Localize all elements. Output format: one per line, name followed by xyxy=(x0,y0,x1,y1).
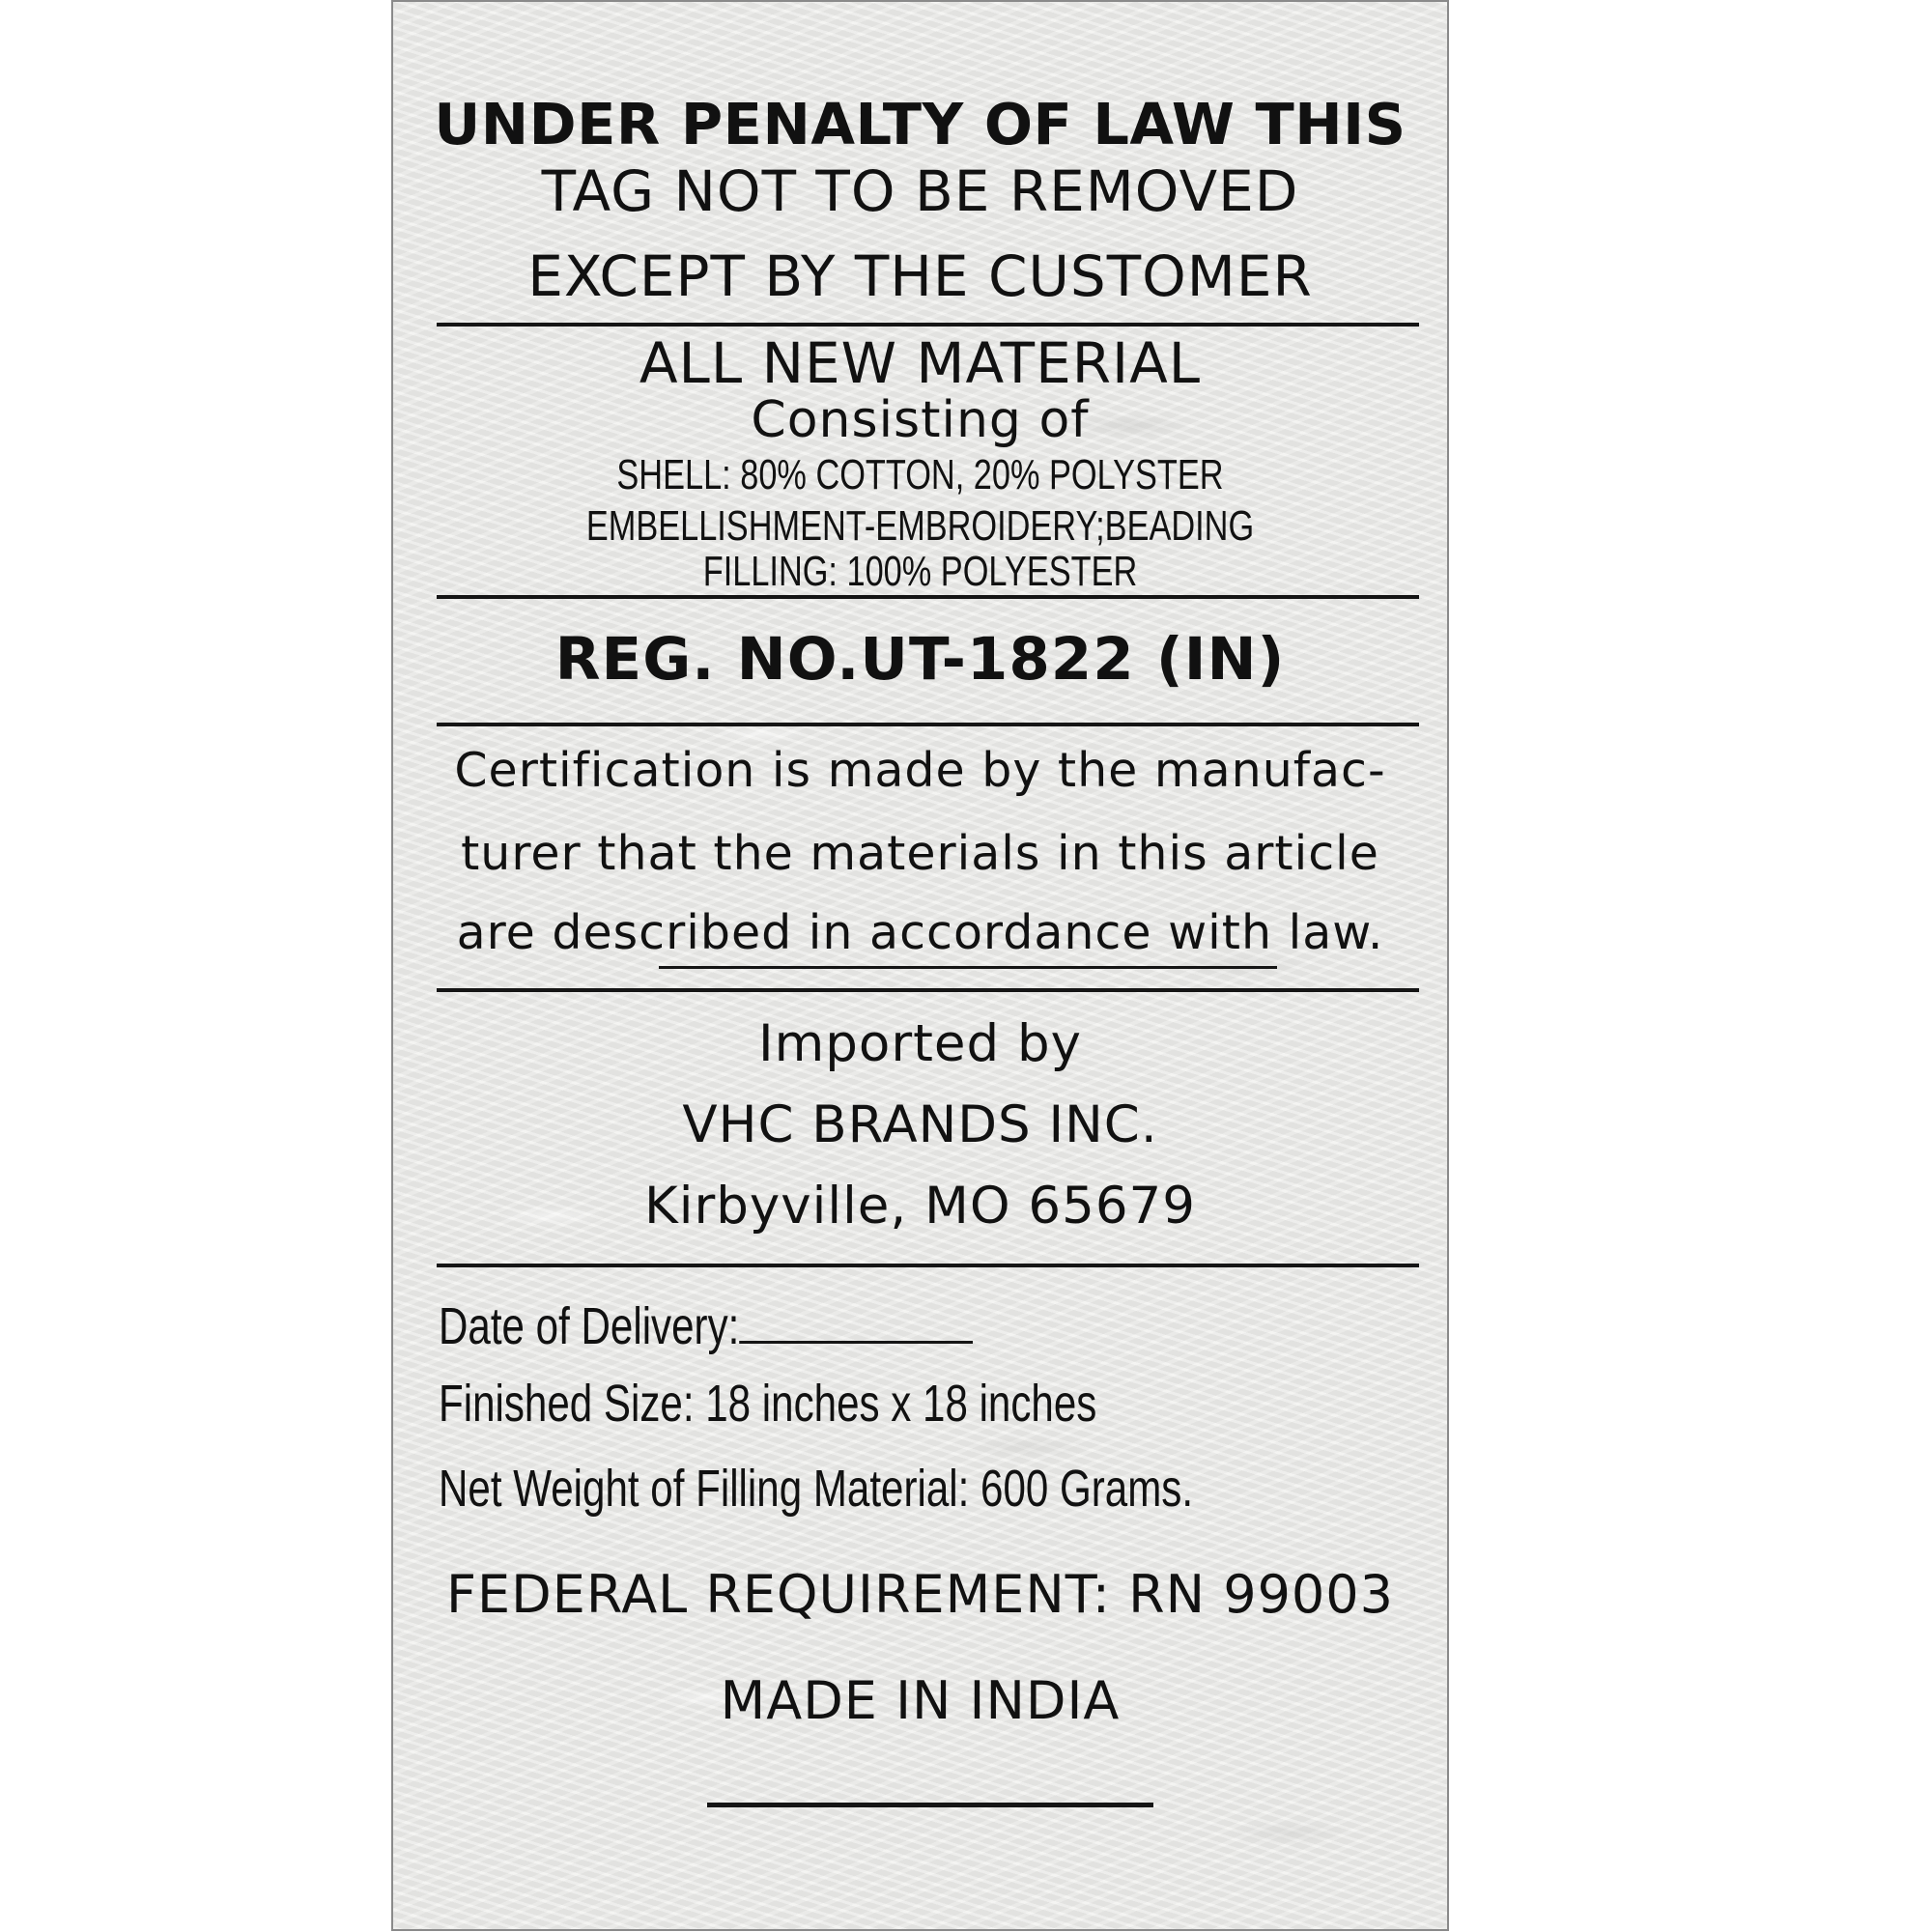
net-weight: Net Weight of Filling Material: 600 Grams. xyxy=(439,1460,1194,1518)
registration-number: REG. NO.UT-1822 (IN) xyxy=(554,625,1286,694)
importer-label: Imported by xyxy=(757,1014,1082,1073)
finished-size: Finished Size: 18 inches x 18 inches xyxy=(439,1375,1097,1433)
warning-line-2: TAG NOT TO BE REMOVED xyxy=(541,158,1299,224)
divider-2 xyxy=(437,595,1419,599)
material-subheading: Consisting of xyxy=(751,391,1090,449)
certification-line-2: turer that the materials in this article xyxy=(461,826,1379,881)
material-embellishment: EMBELLISHMENT-EMBROIDERY;BEADING xyxy=(585,502,1255,550)
federal-requirement: FEDERAL REQUIREMENT: RN 99003 xyxy=(445,1564,1394,1625)
country-of-origin: MADE IN INDIA xyxy=(720,1670,1121,1731)
delivery-date-row xyxy=(439,1294,973,1356)
divider-3 xyxy=(437,723,1419,726)
law-tag xyxy=(391,0,1449,1931)
material-filling: FILLING: 100% POLYESTER xyxy=(702,548,1138,595)
certification-line-3: are described in accordance with law. xyxy=(456,905,1384,960)
divider-1 xyxy=(437,323,1419,327)
divider-5 xyxy=(437,1264,1419,1267)
warning-line-1: UNDER PENALTY OF LAW THIS xyxy=(434,91,1406,157)
material-shell: SHELL: 80% COTTON, 20% POLYSTER xyxy=(616,451,1224,498)
delivery-date-blank xyxy=(739,1294,973,1344)
material-heading: ALL NEW MATERIAL xyxy=(639,330,1202,396)
certification-line-1: Certification is made by the manufac- xyxy=(454,743,1386,798)
divider-4 xyxy=(437,988,1419,992)
signature-underline xyxy=(659,966,1277,969)
importer-name: VHC BRANDS INC. xyxy=(682,1095,1158,1154)
delivery-date-label: Date of Delivery: xyxy=(439,1297,740,1355)
importer-address: Kirbyville, MO 65679 xyxy=(643,1177,1196,1236)
bottom-rule xyxy=(707,1803,1153,1807)
warning-line-3: EXCEPT BY THE CUSTOMER xyxy=(527,243,1313,309)
